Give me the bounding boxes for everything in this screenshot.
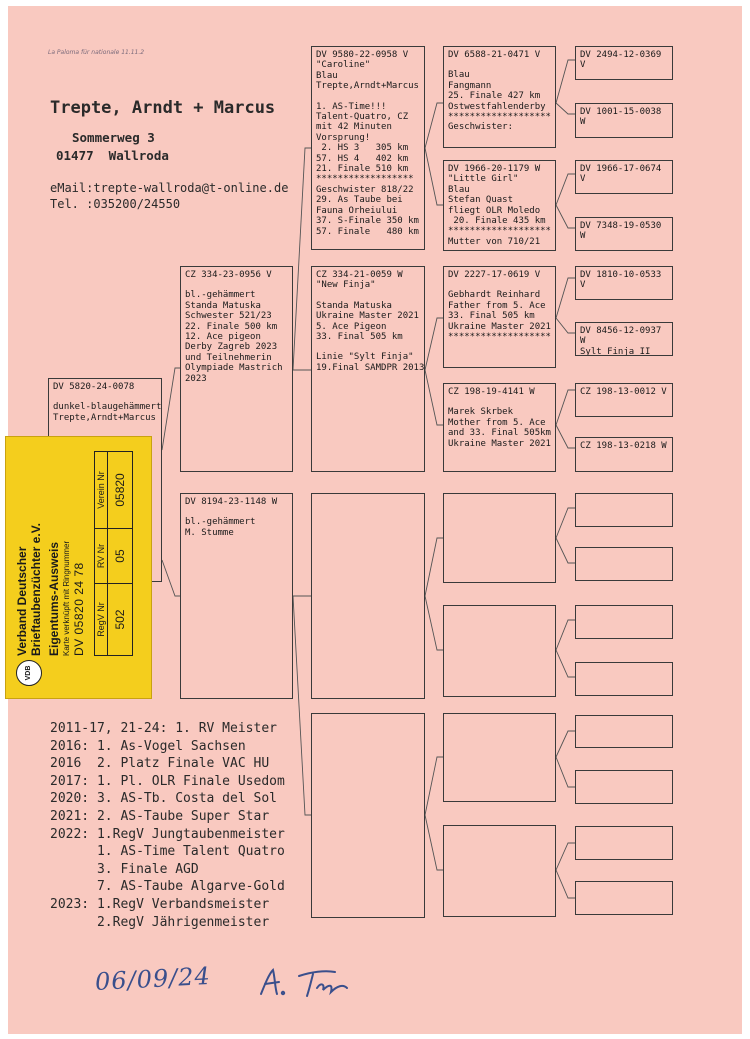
achievement-line: 2020: 3. AS-Tb. Costa del Sol (50, 791, 277, 807)
pedigree-box-fmm (443, 383, 556, 472)
pedigree-line: 21. Finale 510 km (316, 164, 409, 175)
achievement-line: 2022: 1.RegV Jungtaubenmeister (50, 826, 285, 842)
pedigree-line: 1. AS-Time!!! (316, 101, 387, 112)
ring-number: DV 2227-17-0619 V (448, 270, 541, 280)
pedigree-box-fmf (443, 266, 556, 368)
pedigree-line: "Little Girl" (448, 174, 519, 185)
card-value: 502 (108, 584, 133, 656)
pedigree-line: bl.-gehämmert (185, 290, 256, 301)
pedigree-box-gen4 (575, 103, 673, 138)
pedigree-line: Olympiade Mastrich (185, 363, 283, 374)
owner-street: Sommerweg 3 (72, 130, 155, 145)
pedigree-line: und Teilnehmerin (185, 352, 272, 363)
pedigree-box-empty (443, 713, 556, 802)
pedigree-box-father-mother (311, 266, 425, 472)
pedigree-line: 57. HS 4 402 km (316, 153, 409, 164)
pedigree-box-empty (443, 825, 556, 917)
ring-number: CZ 334-23-0956 V (185, 270, 272, 280)
handwritten-signature (255, 962, 365, 1002)
pedigree-line: mit 42 Minuten (316, 122, 392, 133)
pedigree-line: Schwester 521/23 (185, 311, 272, 322)
pedigree-line: Blau (448, 184, 470, 195)
achievement-line: 2011-17, 21-24: 1. RV Meister (50, 721, 277, 736)
pedigree-box-empty (575, 662, 673, 696)
owner-name: Trepte, Arndt + Marcus (50, 98, 276, 118)
pedigree-box-gen4 (575, 160, 673, 194)
pedigree-line: 25. Finale 427 km (448, 91, 541, 102)
pedigree-line: 19.Final SAMDPR 2013 (316, 362, 425, 373)
small-header-note: La Paloma für nationale 11.11.2 (48, 49, 145, 56)
achievement-line: 1. AS-Time Talent Quatro (50, 844, 285, 860)
pedigree-line: Geschwister: (448, 122, 514, 133)
breeder: Trepte,Arndt+Marcus (53, 412, 156, 423)
pedigree-line: fliegt OLR Moledo (448, 205, 541, 216)
pedigree-box-empty (575, 826, 673, 860)
pedigree-line: M. Stumme (185, 527, 234, 538)
pedigree-line: Gebhardt Reinhard (448, 290, 541, 301)
pedigree-line: Stefan Quast (448, 195, 514, 206)
owner-phone: Tel. :035200/24550 (50, 197, 181, 211)
ring-number: CZ 334-21-0059 W (316, 270, 403, 280)
pedigree-line: 2023 (185, 373, 207, 384)
pedigree-box-fff (443, 46, 556, 148)
pedigree-line: ******************* (448, 332, 551, 343)
pigeon-color: dunkel-blaugehämmert (53, 402, 162, 413)
pedigree-line: bl.-gehämmert (185, 517, 256, 528)
association-name: Verband Deutscher (15, 546, 29, 656)
ring-number: DV 1966-17-0674 V (580, 164, 662, 185)
pedigree-box-empty (575, 493, 673, 527)
pedigree-line: 33. Final 505 km (448, 311, 535, 322)
pedigree-line: Linie "Sylt Finja" (316, 352, 414, 363)
association-name-2: Brieftaubenzüchter e.V. (29, 523, 43, 656)
card-header: RV Nr (95, 528, 108, 583)
ring-number: DV 6588-21-0471 V (448, 50, 541, 60)
pedigree-line: Derby Zagreb 2023 (185, 342, 278, 353)
pedigree-box-empty (575, 881, 673, 915)
achievement-line: 2021: 2. AS-Taube Super Star (50, 808, 270, 824)
pedigree-line: "Caroline" (316, 60, 371, 71)
pedigree-line: 20. Finale 435 km (448, 216, 546, 227)
ring-number: DV 2494-12-0369 V (580, 50, 662, 71)
achievement-line: 2.RegV Jährigenmeister (50, 914, 270, 930)
ring-number: DV 7348-19-0530 W (580, 221, 662, 242)
achievement-line: 3. Finale AGD (50, 861, 199, 877)
ring-number: CZ 198-19-4141 W (448, 387, 535, 397)
ring-number: DV 8456-12-0937 W (580, 326, 662, 347)
pedigree-line: Blau (316, 70, 338, 81)
pedigree-line: 12. Ace pigeon (185, 332, 261, 343)
pedigree-box-empty (575, 547, 673, 581)
pedigree-line: and 33. Final 505km (448, 428, 551, 439)
pedigree-box-mother (180, 493, 293, 699)
pigeon-name: Sylt Finja II (580, 346, 651, 356)
card-ring-number: DV 05820 24 78 (72, 562, 86, 656)
pedigree-line: Ukraine Master 2021 (448, 321, 551, 332)
pedigree-box-empty (443, 605, 556, 697)
card-value: 05820 (108, 452, 133, 529)
pedigree-box-empty (575, 605, 673, 639)
achievement-line: 2017: 1. Pl. OLR Finale Usedom (50, 773, 285, 789)
pedigree-line: Standa Matuska (185, 300, 261, 311)
card-header: RegV Nr (95, 584, 108, 656)
pedigree-line: Talent-Quatro, CZ (316, 112, 409, 123)
pedigree-line: Mutter von 710/21 (448, 236, 541, 247)
pedigree-line: 37. S-Finale 350 km (316, 216, 419, 227)
pedigree-box-ffm (443, 160, 556, 251)
ownership-card (5, 436, 152, 699)
ring-number: CZ 198-13-0012 V (580, 387, 667, 397)
pedigree-line: "New Finja" (316, 280, 376, 291)
card-header: Verein Nr (95, 452, 108, 529)
pedigree-line: Ukraine Master 2021 (448, 438, 551, 449)
owner-email: eMail:trepte-wallroda@t-online.de (50, 181, 289, 195)
achievement-line: 2023: 1.RegV Verbandsmeister (50, 896, 270, 912)
pedigree-box-gen4 (575, 46, 673, 80)
pedigree-line: Fangmann (448, 80, 492, 91)
pedigree-line: Blau (448, 70, 470, 81)
pedigree-line: ******************* (448, 226, 551, 237)
pedigree-line: Geschwister 818/22 (316, 184, 414, 195)
pedigree-box-father (180, 266, 293, 472)
pedigree-box-father-father (311, 46, 425, 250)
pedigree-line: 22. Finale 500 km (185, 321, 278, 332)
card-table (94, 451, 133, 656)
pedigree-line: Vorsprung! (316, 132, 371, 143)
pedigree-box-gen4 (575, 266, 673, 300)
handwritten-date: 06/09/24 (94, 961, 212, 997)
pedigree-line: Trepte,Arndt+Marcus (316, 81, 419, 92)
ring-number: DV 1001-15-0038 W (580, 107, 662, 128)
pedigree-line: 5. Ace Pigeon (316, 321, 387, 332)
pedigree-line: Marek Skrbek (448, 407, 514, 418)
pedigree-line: Ukraine Master 2021 (316, 311, 419, 322)
association-logo-icon: VDB (16, 660, 42, 686)
pedigree-box-empty (443, 493, 556, 583)
card-subtitle: Karte verknüpft mit Ringnummer (62, 540, 71, 656)
achievement-line: 2016 2. Platz Finale VAC HU (50, 756, 270, 772)
pedigree-line: ****************** (316, 174, 414, 185)
pedigree-line: ******************* (448, 112, 551, 123)
achievement-line: 2016: 1. As-Vogel Sachsen (50, 738, 246, 754)
card-title: Eigentums-Ausweis (47, 541, 61, 656)
pedigree-box-gen4 (575, 217, 673, 251)
pedigree-line: Ostwestfahlenderby (448, 101, 546, 112)
pedigree-line: 2. HS 3 305 km (316, 143, 409, 154)
pedigree-box-gen4 (575, 437, 673, 472)
pedigree-box-mother-mother (311, 713, 425, 918)
ring-number: DV 9580-22-0958 V (316, 50, 409, 60)
pedigree-line: 33. Final 505 km (316, 332, 403, 343)
achievement-line: 7. AS-Taube Algarve-Gold (50, 879, 285, 895)
pedigree-line: 29. As Taube bei (316, 195, 403, 206)
achievements-list (50, 720, 285, 931)
pedigree-box-gen4 (575, 383, 673, 417)
pedigree-line: Father from 5. Ace (448, 300, 546, 311)
ring-number: DV 1810-10-0533 V (580, 270, 662, 291)
pedigree-line: 57. Finale 480 km (316, 226, 419, 237)
pedigree-box-mother-father (311, 493, 425, 699)
ring-number: DV 8194-23-1148 W (185, 497, 278, 507)
owner-city: 01477 Wallroda (56, 148, 169, 163)
pedigree-box-empty (575, 715, 673, 748)
pedigree-box-gen4 (575, 322, 673, 356)
pedigree-box-empty (575, 770, 673, 804)
ring-number: DV 5820-24-0078 (53, 382, 135, 392)
ring-number: CZ 198-13-0218 W (580, 441, 667, 451)
pedigree-line: Mother from 5. Ace (448, 417, 546, 428)
pedigree-line: Standa Matuska (316, 300, 392, 311)
pedigree-line: Fauna Orheiului (316, 205, 398, 216)
card-value: 05 (108, 528, 133, 583)
ring-number: DV 1966-20-1179 W (448, 164, 541, 174)
